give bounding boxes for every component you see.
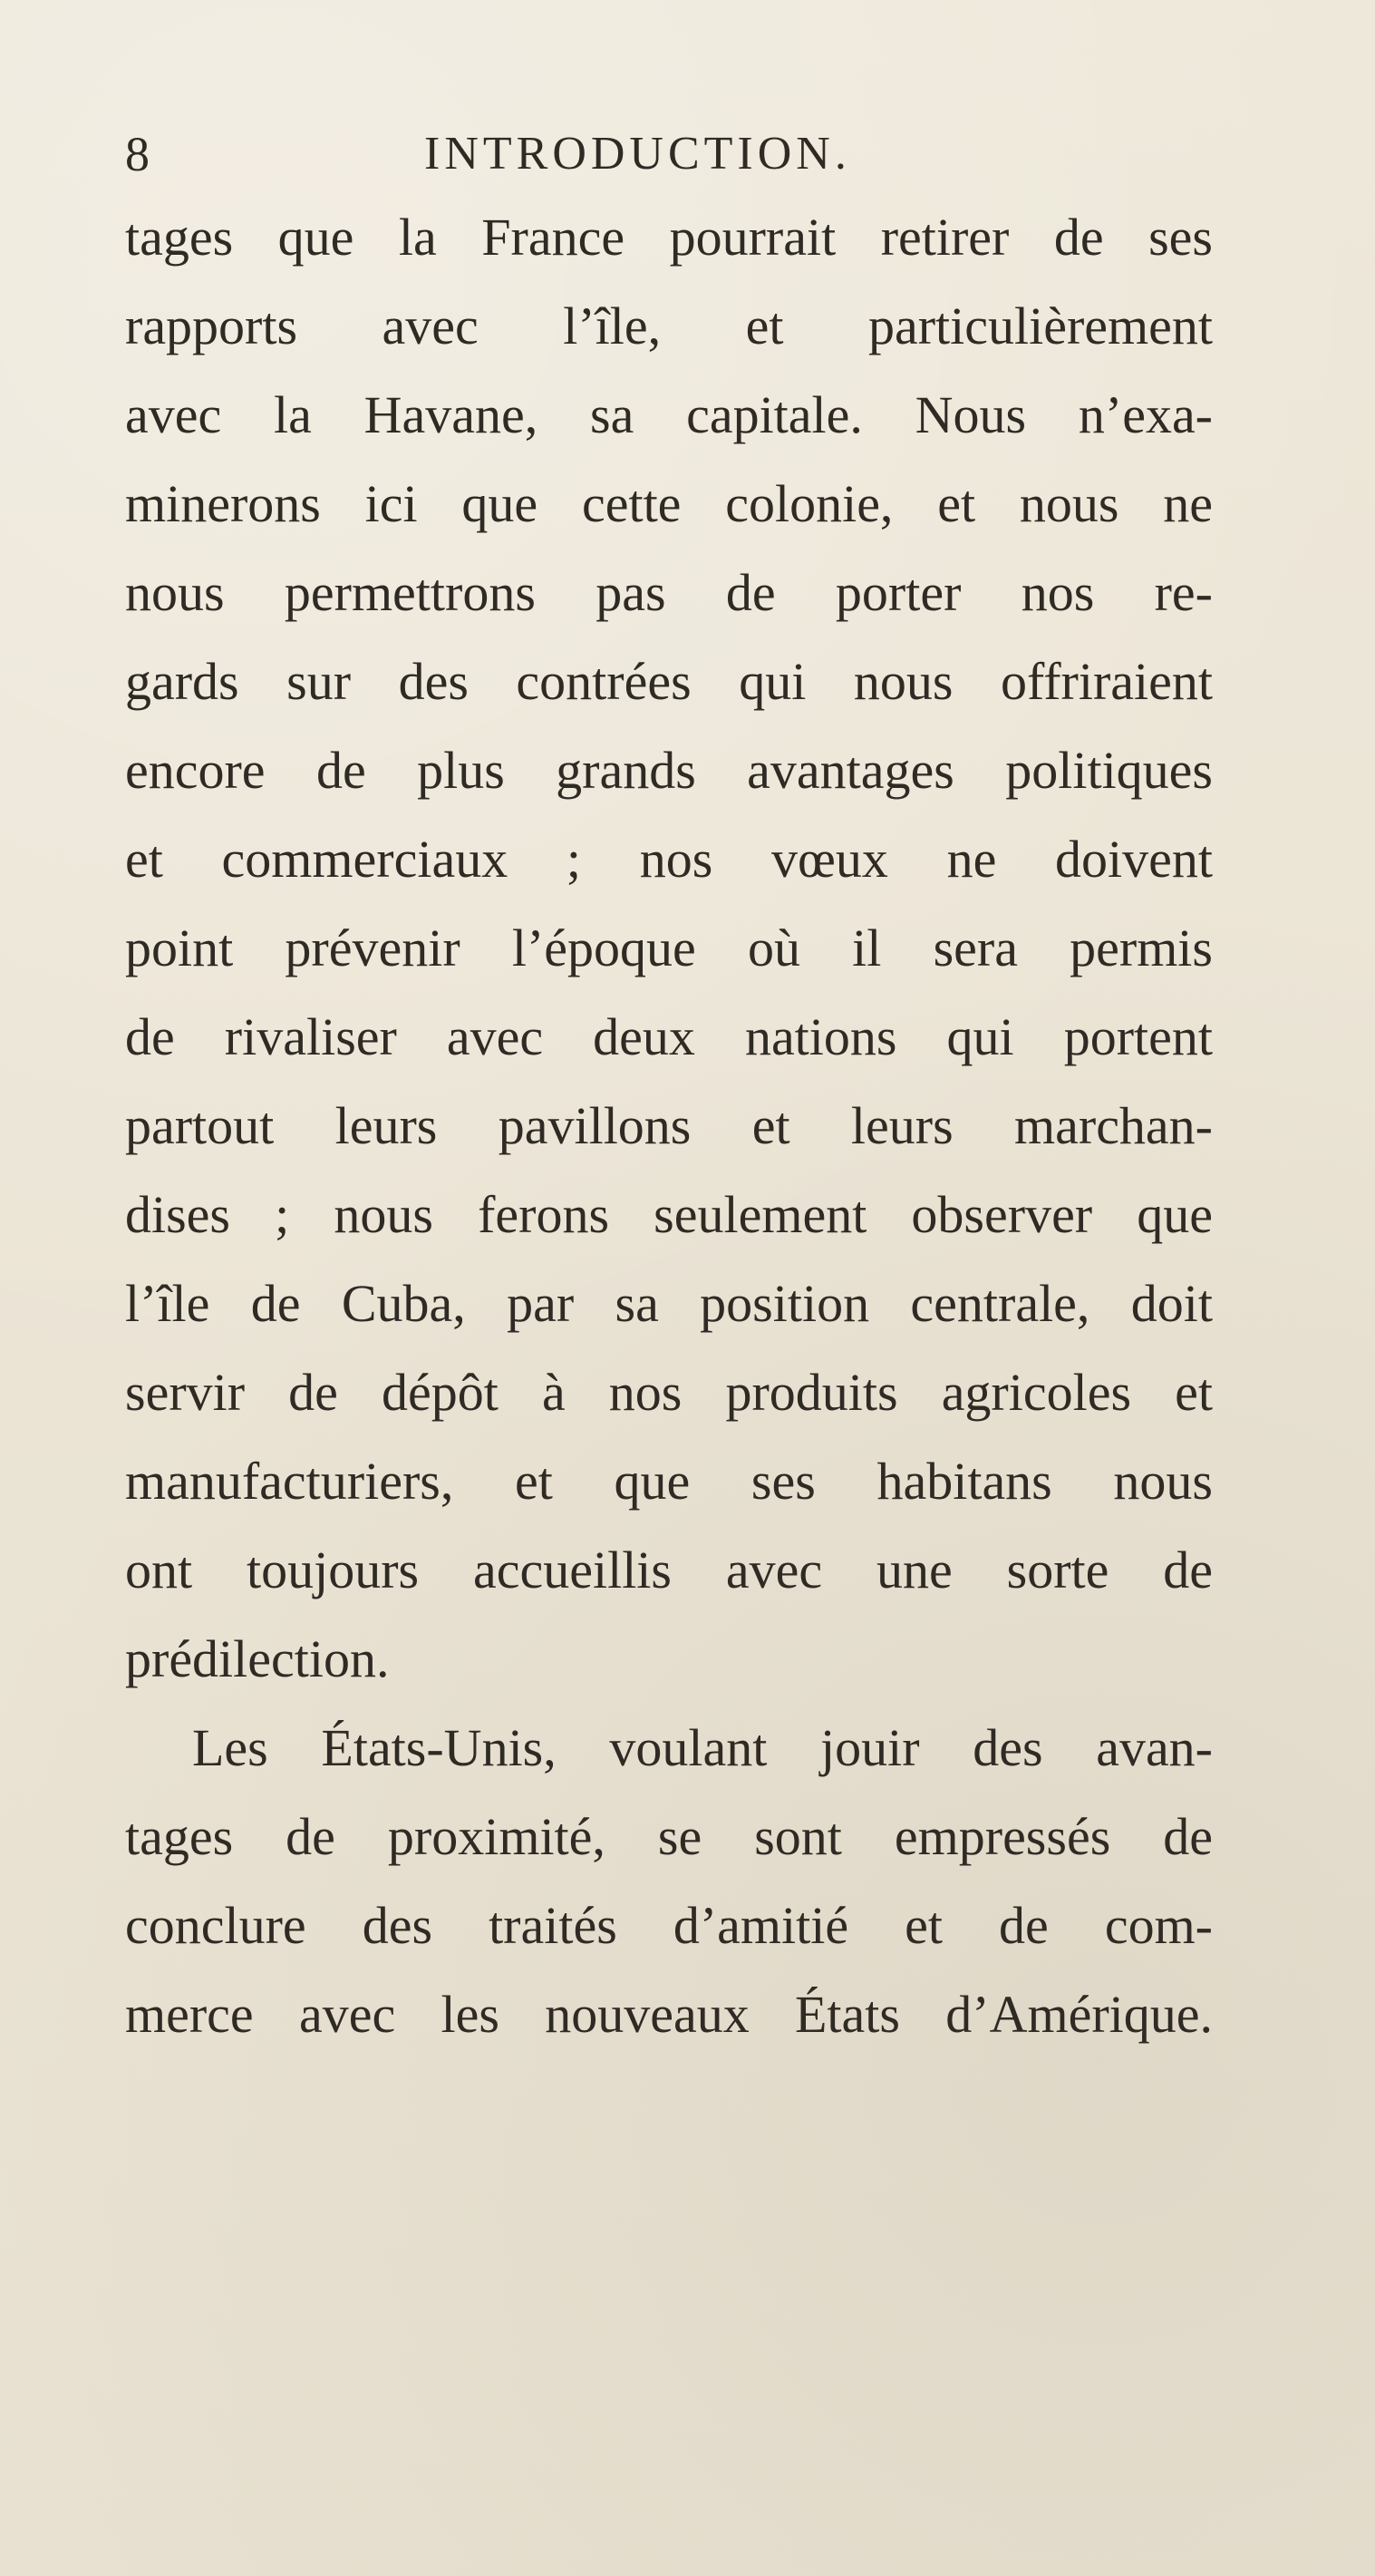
paragraph-1	[125, 193, 1213, 1704]
page-header	[125, 118, 1250, 190]
text-line: tages que la France pourrait retirer de ses	[125, 208, 1213, 267]
text-line: encore de plus grands avantages politiques	[125, 741, 1213, 800]
text-line: ont toujours accueillis avec une sorte de	[125, 1541, 1213, 1599]
text-line: avec la Havane, sa capitale. Nous n’exa-	[125, 385, 1213, 444]
page-number: 8	[125, 127, 150, 181]
text-line: merce avec les nouveaux États d’Amérique.	[125, 1985, 1213, 2044]
text-line: rapports avec l’île, et particulièrement	[125, 296, 1213, 355]
paragraph-2	[125, 1704, 1213, 2059]
text-line: dises ; nous ferons seulement observer que	[125, 1185, 1213, 1244]
text-line: Les États-Unis, voulant jouir des avan-	[192, 1718, 1213, 1777]
text-line: partout leurs pavillons et leurs marchan-	[125, 1096, 1213, 1155]
text-line: point prévenir l’époque où il sera permis	[125, 919, 1213, 977]
text-line: tages de proximité, se sont empressés de	[125, 1807, 1213, 1866]
text-line: nous permettrons pas de porter nos re-	[125, 563, 1213, 622]
body-text	[125, 193, 1213, 2059]
text-line: de rivaliser avec deux nations qui portent	[125, 1007, 1213, 1066]
running-head: INTRODUCTION.	[424, 128, 851, 180]
text-line: conclure des traités d’amitié et de com-	[125, 1896, 1213, 1955]
text-line: prédilection.	[125, 1629, 390, 1688]
text-line: l’île de Cuba, par sa position centrale, doit	[125, 1274, 1213, 1333]
text-line: manufacturiers, et que ses habitans nous	[125, 1452, 1213, 1511]
text-line: gards sur des contrées qui nous offriraient	[125, 652, 1213, 711]
text-line: et commerciaux ; nos vœux ne doivent	[125, 830, 1213, 889]
text-line: servir de dépôt à nos produits agricoles et	[125, 1363, 1213, 1422]
text-line: minerons ici que cette colonie, et nous ne	[125, 474, 1213, 533]
